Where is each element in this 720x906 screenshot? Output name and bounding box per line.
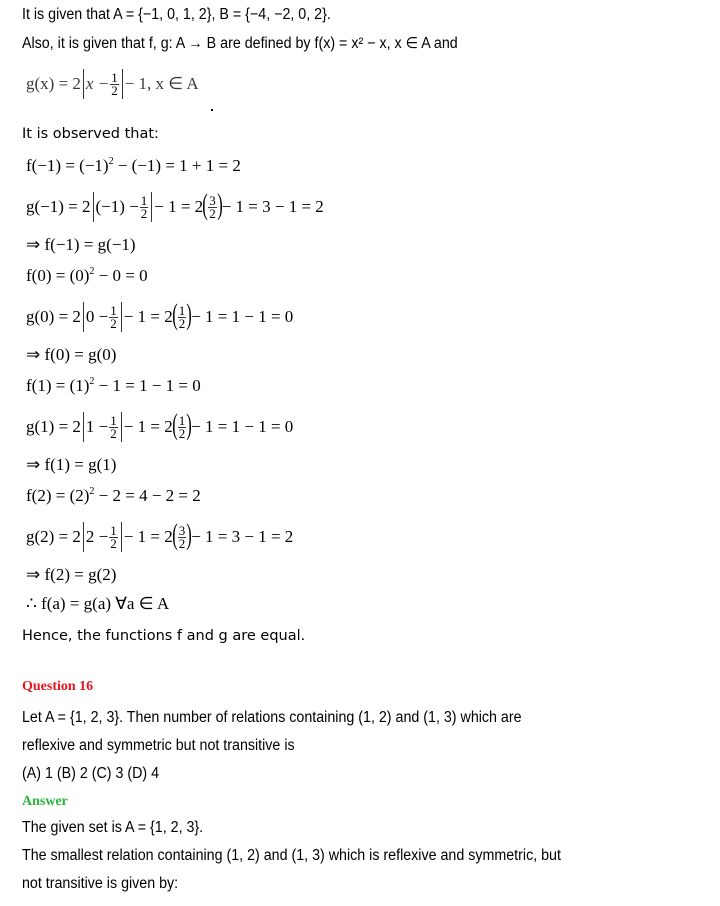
conclusion-2: ⇒ f(2) = g(2)	[26, 565, 117, 584]
g-def-abs-inner: x −	[85, 73, 110, 93]
f-step-1: $f(1) = (1)^2 - 1 = 1 - 1 = 0$	[26, 376, 201, 395]
g-step-neg1: g(−1) = 2 (−1) − $\frac{1}{2}$ − 1 = 2( $\frac{3}{2}$ )− 1 = 3 − 1 = 2	[26, 188, 324, 221]
intro-sets-line: It is given that A = {−1, 0, 1, 2}, B = {−4, −2, 0, 2}.	[22, 6, 331, 23]
abs-bar-right	[122, 69, 123, 99]
abs-bar-left	[83, 69, 84, 99]
g-step-0: g(0) = 2 0 − $\frac{1}{2}$ − 1 = 2( $\frac{1}{2}$ )− 1 = 1 − 1 = 0	[26, 298, 294, 331]
question-line-2: reflexive and symmetric but not transitive is	[22, 737, 295, 754]
question-heading: Question 16	[22, 679, 94, 694]
question-line-1: Let A = {1, 2, 3}. Then number of relations containing (1, 2) and (1, 3) which are	[22, 709, 522, 726]
stray-dot	[211, 109, 213, 111]
g-definition	[26, 70, 199, 100]
g-step-2: g(2) = 2 2 − $\frac{1}{2}$ − 1 = 2( $\frac{3}{2}$ )− 1 = 3 − 1 = 2	[26, 518, 294, 551]
conclusion-neg1: ⇒ f(−1) = g(−1)	[26, 235, 136, 254]
answer-line-3: not transitive is given by:	[22, 875, 179, 892]
conclusion-0: ⇒ f(0) = g(0)	[26, 345, 117, 364]
hence-line: Hence, the functions f and g are equal.	[22, 628, 306, 644]
answer-line-1: The given set is A = {1, 2, 3}.	[22, 819, 204, 836]
question-options: (A) 1 (B) 2 (C) 3 (D) 4	[22, 765, 160, 782]
g-step-1: g(1) = 2 1 − $\frac{1}{2}$ − 1 = 2( $\frac{1}{2}$ )− 1 = 1 − 1 = 0	[26, 408, 294, 441]
observed-label: It is observed that:	[22, 126, 159, 142]
intro-definition-line: Also, it is given that f, g: A → B are defined by f(x) = x² − x, x ∈ A and	[22, 35, 458, 52]
g-def-rhs: − 1, x ∈ A	[124, 73, 199, 93]
conclusion-1: ⇒ f(1) = g(1)	[26, 455, 117, 474]
f-step-2: $f(2) = (2)^2 - 2 = 4 - 2 = 2$	[26, 486, 201, 505]
therefore-line: ∴ f(a) = g(a) ∀a ∈ A	[26, 594, 170, 613]
f-step-0: $f(0) = (0)^2 - 0 = 0$	[26, 266, 148, 285]
f-step-neg1: $f(-1) = (-1)^2 - (-1) = 1 + 1 = 2$	[26, 156, 241, 175]
answer-line-2: The smallest relation containing (1, 2) and (1, 3) which is reflexive and symmetric, but	[22, 847, 561, 864]
g-def-lhs: g(x) = 2	[26, 73, 81, 93]
answer-heading: Answer	[22, 794, 68, 809]
fraction: $\frac{1}{2}$	[111, 69, 118, 98]
